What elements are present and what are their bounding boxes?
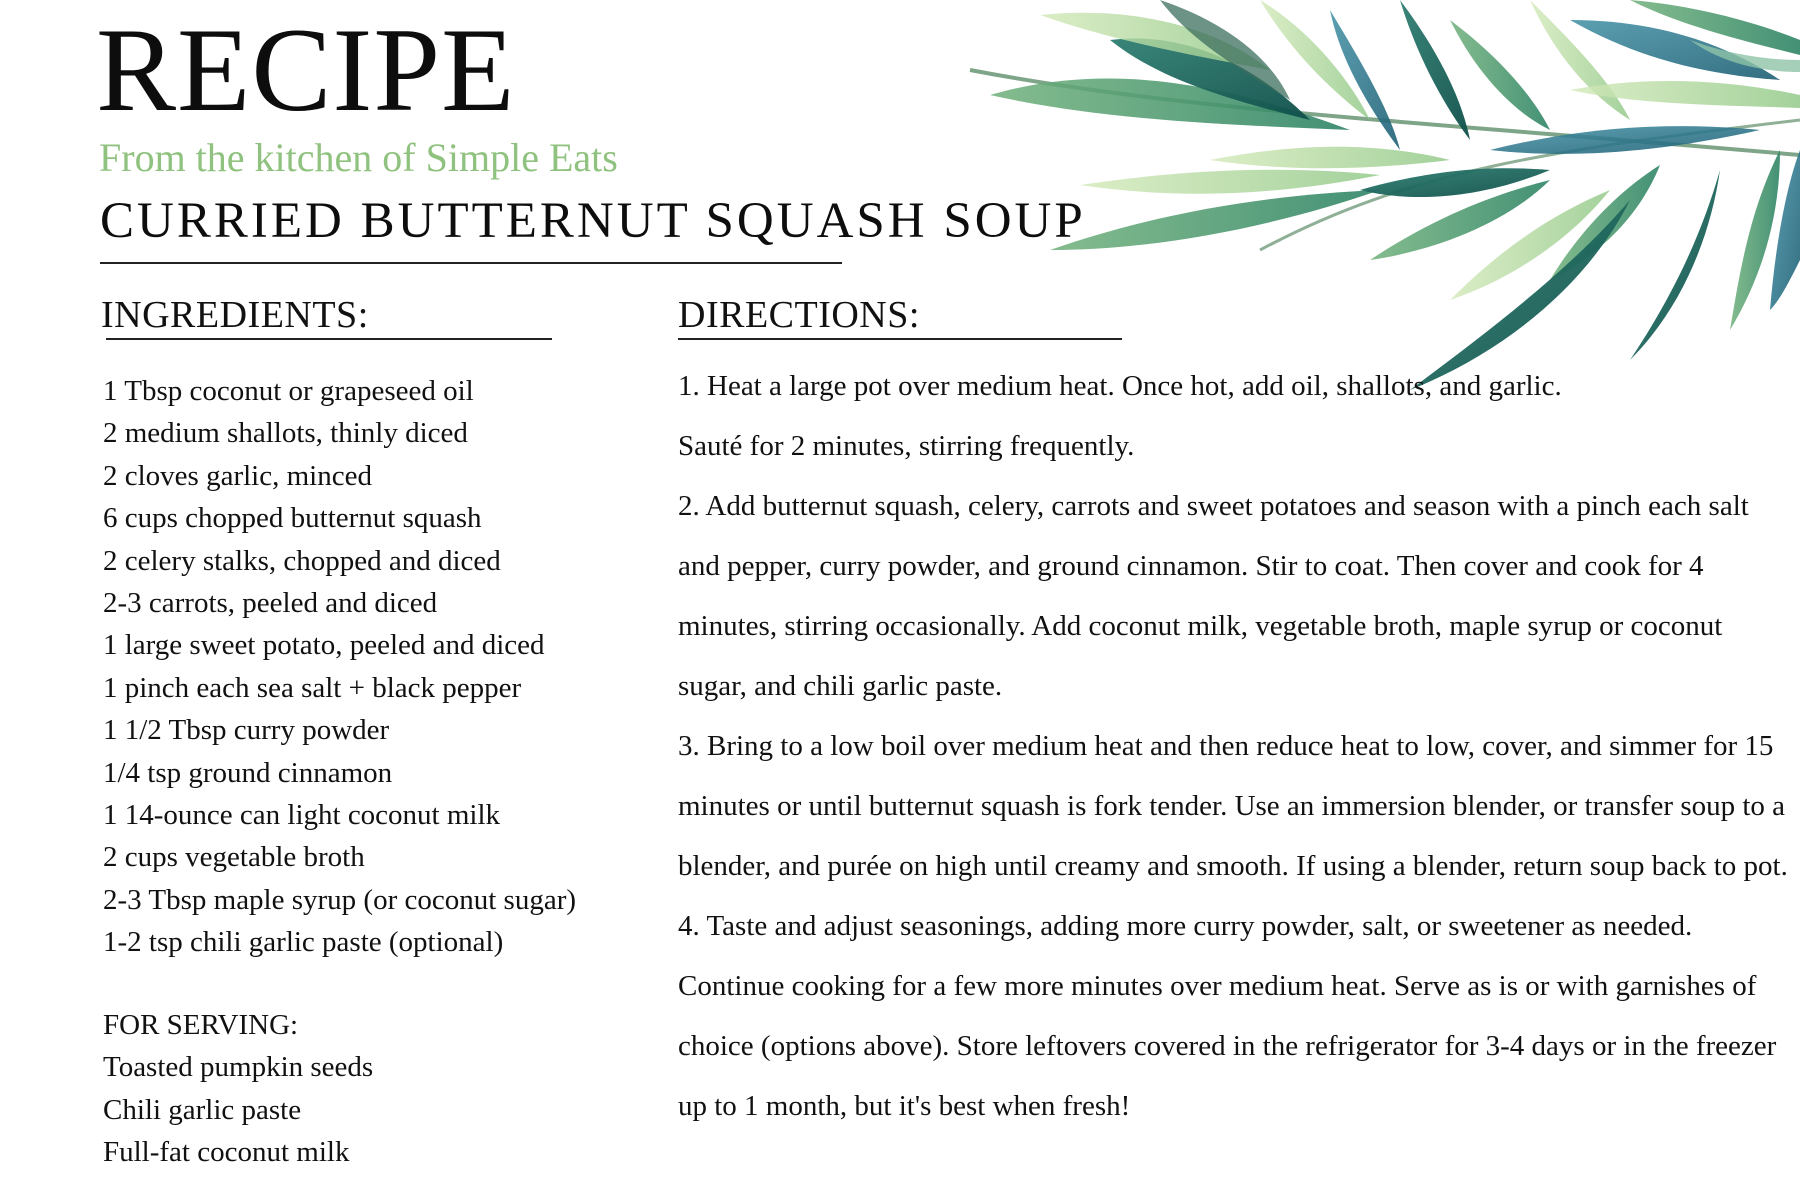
card-title: RECIPE bbox=[96, 3, 516, 136]
ingredient-item: 1 14-ounce can light coconut milk bbox=[103, 799, 501, 832]
ingredient-item: 2 cloves garlic, minced bbox=[103, 459, 372, 492]
serving-item: Full-fat coconut milk bbox=[103, 1136, 350, 1169]
ingredients-list bbox=[103, 370, 663, 964]
direction-step: 2. Add butternut squash, celery, carrots and sweet potatoes and season with a pinch each salt and pepper, curry powder, and ground cinnamon. Stir to coat. Then cover and cook for 4 minutes, stirring occasionally. Add coconut milk, vegetable broth, maple syrup or coconut sugar, and chili garlic paste. bbox=[678, 490, 1749, 702]
direction-step: 4. Taste and adjust seasonings, adding more curry powder, salt, or sweetener as needed. Continue cooking for a few more minutes over medium heat. Serve as is or with garnishes of choice (options above). Store leftovers covered in the refrigerator for 3-4 days or in the freezer up to 1 month, but it's best when fresh! bbox=[678, 910, 1777, 1122]
ingredient-item: 1 pinch each sea salt + black pepper bbox=[103, 671, 522, 704]
ingredient-item: 1 Tbsp coconut or grapeseed oil bbox=[103, 375, 474, 407]
ingredient-item: 2-3 Tbsp maple syrup (or coconut sugar) bbox=[103, 883, 577, 916]
directions-list bbox=[678, 356, 1790, 1136]
serving-heading: FOR SERVING: bbox=[103, 1009, 299, 1041]
ingredients-heading: INGREDIENTS: bbox=[101, 294, 369, 336]
directions-underline bbox=[678, 338, 1122, 340]
ingredient-item: 1 1/2 Tbsp curry powder bbox=[103, 714, 390, 747]
ingredient-item: 1 large sweet potato, peeled and diced bbox=[103, 629, 545, 662]
ingredient-item: 1/4 tsp ground cinnamon bbox=[103, 756, 393, 789]
serving-list bbox=[103, 1004, 663, 1174]
kitchen-subtitle: From the kitchen of Simple Eats bbox=[99, 135, 618, 180]
title-divider bbox=[100, 262, 842, 264]
recipe-name: CURRIED BUTTERNUT SQUASH SOUP bbox=[100, 193, 1086, 249]
directions-heading: DIRECTIONS: bbox=[678, 294, 920, 336]
ingredient-item: 6 cups chopped butternut squash bbox=[103, 502, 482, 535]
ingredient-item: 2 medium shallots, thinly diced bbox=[103, 417, 468, 450]
ingredient-item: 2 cups vegetable broth bbox=[103, 841, 365, 874]
ingredients-underline bbox=[106, 338, 552, 340]
ingredient-item: 1-2 tsp chili garlic paste (optional) bbox=[103, 926, 504, 959]
direction-step: 1. Heat a large pot over medium heat. Once hot, add oil, shallots, and garlic. Sauté for 2 minutes, stirring frequently. bbox=[678, 370, 1562, 462]
direction-step: 3. Bring to a low boil over medium heat and then reduce heat to low, cover, and simmer for 15 minutes or until butternut squash is fork tender. Use an immersion blender, or transfer soup to a blender, and purée on high until creamy and smooth. If using a blender, return soup back to pot. bbox=[678, 730, 1788, 882]
ingredient-item: 2 celery stalks, chopped and diced bbox=[103, 544, 501, 577]
serving-item: Chili garlic paste bbox=[103, 1093, 302, 1126]
ingredient-item: 2-3 carrots, peeled and diced bbox=[103, 587, 438, 620]
serving-item: Toasted pumpkin seeds bbox=[103, 1051, 374, 1084]
